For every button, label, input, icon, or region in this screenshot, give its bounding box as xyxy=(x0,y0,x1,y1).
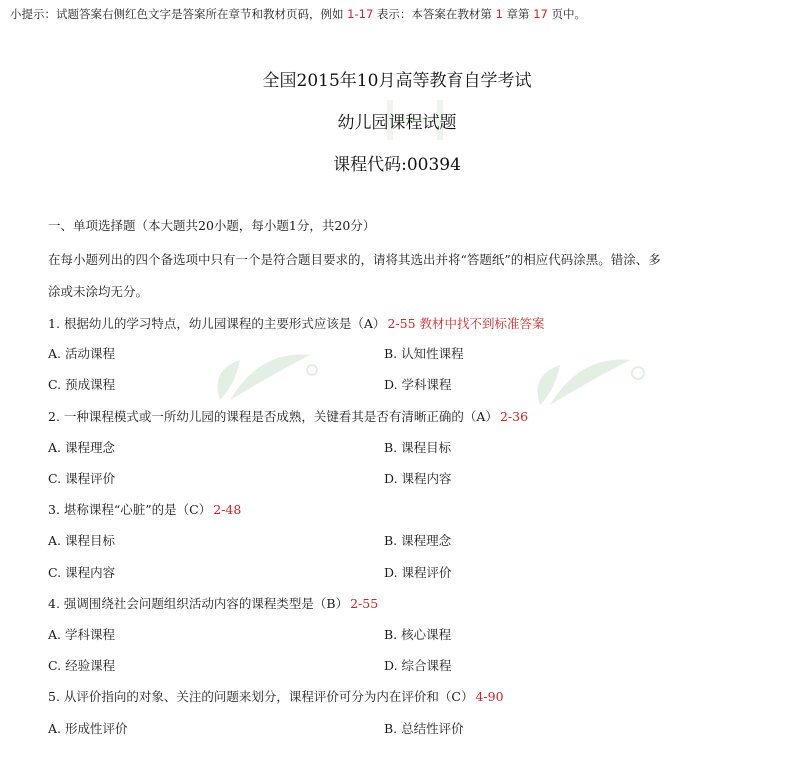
option-a: A. 学科课程 xyxy=(48,627,115,642)
answer-reference: 2-55 xyxy=(350,596,379,611)
instruction-text: 涂或未涂均无分。 xyxy=(48,284,149,299)
option-d: D. 课程评价 xyxy=(384,565,452,580)
option-b: B. 总结性评价 xyxy=(384,721,464,736)
option-b: B. 课程目标 xyxy=(384,440,452,455)
question-stem: 3. 堪称课程“心脏”的是（C） 2-48 xyxy=(48,502,242,517)
watermark-logo xyxy=(200,340,320,410)
option-d: D. 课程内容 xyxy=(384,471,452,486)
question-stem: 2. 一种课程模式或一所幼儿园的课程是否成熟，关键看其是否有清晰正确的（A） 2-36 xyxy=(48,409,529,424)
option-c: C. 经验课程 xyxy=(48,658,116,673)
option-a: A. 活动课程 xyxy=(48,346,115,361)
answer-reference: 2-55 教材中找不到标准答案 xyxy=(387,316,545,331)
option-b: B. 课程理念 xyxy=(384,533,452,548)
option-d: D. 学科课程 xyxy=(384,377,452,392)
option-c: C. 课程评价 xyxy=(48,471,116,486)
answer-reference: 2-36 xyxy=(499,409,529,424)
section-heading: 一、单项选择题（本大题共20小题，每小题1分，共20分） xyxy=(48,218,376,233)
option-c: C. 课程内容 xyxy=(48,565,116,580)
question-stem: 1. 根据幼儿的学习特点，幼儿园课程的主要形式应该是（A） 2-55 教材中找不到标准答案 xyxy=(48,316,545,331)
option-a: A. 课程目标 xyxy=(48,533,115,548)
course-code: 课程代码:00394 xyxy=(333,155,461,175)
exam-title: 全国2015年10月高等教育自学考试 xyxy=(262,71,532,91)
instruction-text: 在每小题列出的四个备选项中只有一个是符合题目要求的，请将其选出并将“答题纸”的相应代码涂黑。错涂、多 xyxy=(48,252,661,267)
answer-reference: 2-48 xyxy=(213,502,242,517)
exam-subject: 幼儿园课程试题 xyxy=(337,113,457,133)
option-a: A. 课程理念 xyxy=(48,440,115,455)
watermark-logo xyxy=(520,345,660,415)
answer-reference: 4-90 xyxy=(475,689,504,704)
option-a: A. 形成性评价 xyxy=(48,721,128,736)
question-stem: 4. 强调围绕社会问题组织活动内容的课程类型是（B） 2-55 xyxy=(48,596,379,611)
option-b: B. 核心课程 xyxy=(384,627,452,642)
question-stem: 5. 从评价指向的对象、关注的问题来划分，课程评价可分为内在评价和（C） 4-90 xyxy=(48,689,504,704)
option-c: C. 预成课程 xyxy=(48,377,116,392)
option-d: D. 综合课程 xyxy=(384,658,452,673)
answer-hint: 小提示：试题答案右侧红色文字是答案所在章节和教材页码，例如 1-17 表示：本答案在教材第 1 章第 17 页中。 xyxy=(10,7,587,21)
option-b: B. 认知性课程 xyxy=(384,346,464,361)
